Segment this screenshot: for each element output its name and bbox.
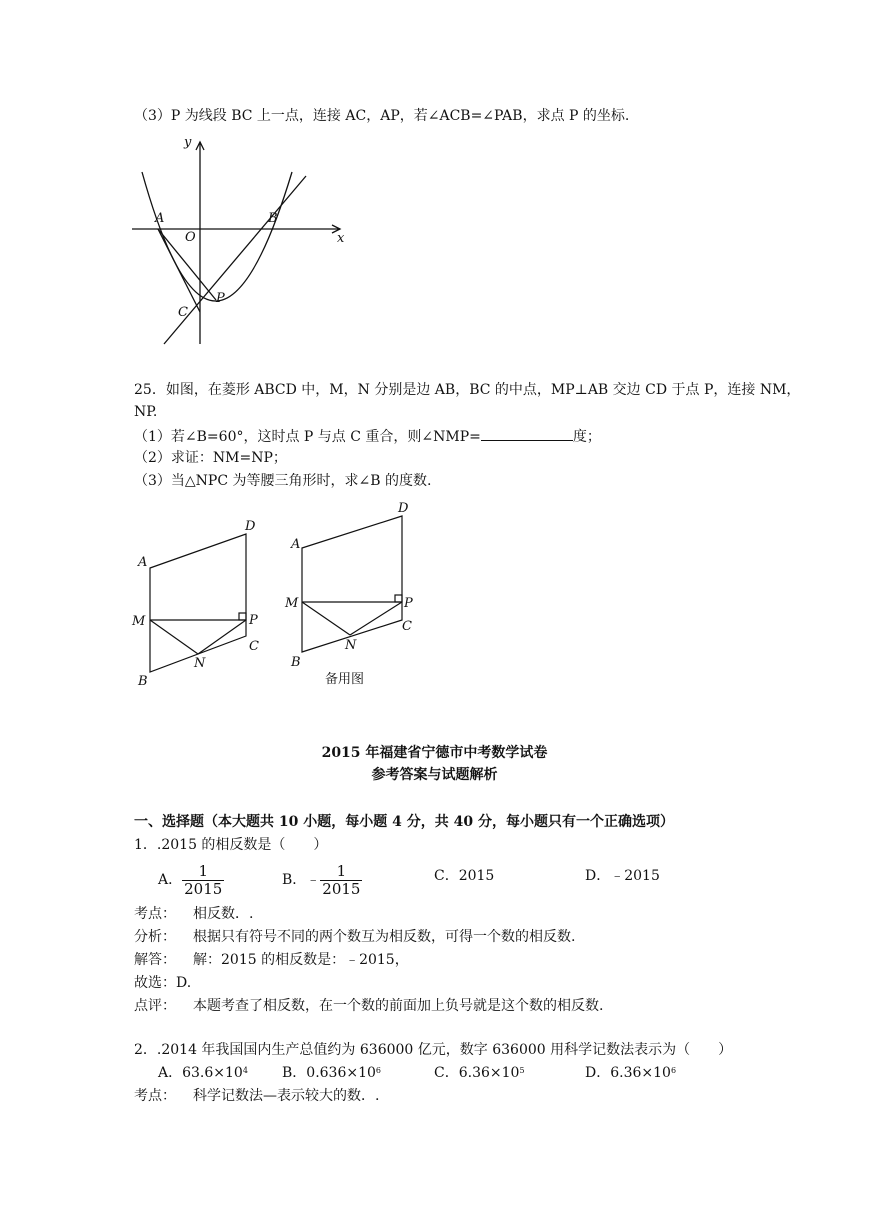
q2-kaodian: 科学记数法—表示较大的数．.	[193, 1088, 380, 1104]
q2-option-a-text: A．63.6×10	[158, 1065, 243, 1081]
fig3-label-C: C	[402, 619, 412, 634]
q25-stem-line1: 25．如图，在菱形 ABCD 中，M，N 分别是边 AB，BC 的中点，MP⊥AB 交边 CD 于点 P，连接 NM，	[134, 382, 801, 398]
q1-option-b	[282, 862, 362, 898]
fig1-label-y: y	[184, 135, 192, 150]
fig2-label-N: N	[194, 656, 206, 671]
q25-stem-line2: NP.	[134, 404, 158, 420]
q1-option-a-label: A．	[158, 872, 183, 888]
q1-dianping: 本题考查了相反数，在一个数的前面加上负号就是这个数的相反数.	[193, 998, 604, 1014]
fig1-label-O: O	[185, 230, 196, 245]
q1-kaodian-label: 考点：	[134, 906, 176, 922]
q24-part3-text: （3）P 为线段 BC 上一点，连接 AC，AP，若∠ACB=∠PAB，求点 P 的坐标.	[134, 108, 630, 124]
fig3-label-A: A	[291, 537, 301, 552]
fig2-label-P: P	[249, 613, 258, 628]
q1-fenxi: 根据只有符号不同的两个数互为相反数，可得一个数的相反数.	[193, 929, 576, 945]
rhombus-figure	[128, 512, 278, 692]
fraction-denominator: 2015	[184, 879, 223, 898]
parabola-figure	[128, 130, 358, 350]
section1-heading: 一、选择题（本大题共 10 小题，每小题 4 分，共 40 分，每小题只有一个正确选项）	[134, 814, 674, 830]
fig3-label-N: N	[345, 638, 357, 653]
fraction-numerator: 1	[182, 863, 224, 881]
fig1-label-B: B	[268, 211, 278, 226]
fig3-label-D: D	[398, 501, 409, 516]
q2-option-c	[434, 1063, 525, 1083]
q1-kaodian: 相反数．.	[193, 906, 254, 922]
q2-option-b-exponent: 6	[375, 1066, 382, 1075]
answer-title: 2015 年福建省宁德市中考数学试卷	[321, 745, 548, 761]
q2-stem: 2．.2014 年我国国内生产总值约为 636000 亿元，数字 636000 用科学记数法表示为（ ）	[134, 1042, 733, 1058]
q2-kaodian-label: 考点：	[134, 1088, 176, 1104]
q2-option-d-exponent: 6	[670, 1066, 677, 1075]
q1-jieda: 解：2015 的相反数是：﹣2015，	[193, 952, 409, 968]
q2-option-c-exponent: 5	[519, 1066, 525, 1075]
fig2-label-B: B	[138, 674, 148, 689]
q1-option-b-label: B．﹣	[282, 872, 321, 888]
fig1-label-C: C	[178, 305, 188, 320]
q1-dianping-label: 点评：	[134, 998, 176, 1014]
q1-option-d: D．﹣2015	[585, 868, 660, 884]
fig2-label-M: M	[132, 614, 146, 629]
q25-part1	[134, 426, 601, 447]
backup-figure	[282, 496, 432, 696]
fig2-label-A: A	[138, 555, 148, 570]
fraction-denominator: 2015	[322, 879, 361, 898]
fig3-label-B: B	[291, 655, 301, 670]
q2-option-a-exponent: 4	[242, 1066, 248, 1075]
q25-part3: （3）当△NPC 为等腰三角形时，求∠B 的度数.	[134, 473, 432, 489]
q2-option-b-text: B．0.636×10	[282, 1065, 376, 1081]
q2-option-d	[585, 1063, 676, 1083]
answer-subtitle: 参考答案与试题解析	[371, 767, 498, 783]
fig1-label-x: x	[337, 231, 345, 246]
fig1-label-A: A	[155, 211, 165, 226]
q1-fenxi-label: 分析：	[134, 929, 176, 945]
q2-option-b	[282, 1063, 381, 1083]
q1-option-a-fraction	[182, 863, 224, 898]
answer-blank	[481, 426, 573, 441]
q25-part2: （2）求证：NM=NP；	[134, 450, 287, 466]
q1-jieda-label: 解答：	[134, 952, 176, 968]
q2-option-d-text: D．6.36×10	[585, 1065, 671, 1081]
q1-option-a	[158, 862, 224, 898]
fig3-label-P: P	[404, 596, 413, 611]
fig1-label-P: P	[216, 291, 225, 306]
q1-option-c: C．2015	[434, 868, 495, 884]
q2-option-c-text: C．6.36×10	[434, 1065, 520, 1081]
q1-stem: 1．.2015 的相反数是（ ）	[134, 837, 328, 853]
q25-part1-text: （1）若∠B=60°，这时点 P 与点 C 重合，则∠NMP=	[134, 429, 481, 445]
q25-part1-unit: 度；	[572, 429, 601, 445]
q2-option-a	[158, 1063, 248, 1083]
q1-option-b-fraction	[320, 863, 362, 898]
fig3-caption: 备用图	[325, 672, 365, 687]
q1-answer: 故选：D.	[134, 975, 192, 991]
fraction-numerator: 1	[320, 863, 362, 881]
fig3-label-M: M	[285, 596, 299, 611]
fig2-label-C: C	[249, 639, 259, 654]
fig2-label-D: D	[245, 519, 256, 534]
